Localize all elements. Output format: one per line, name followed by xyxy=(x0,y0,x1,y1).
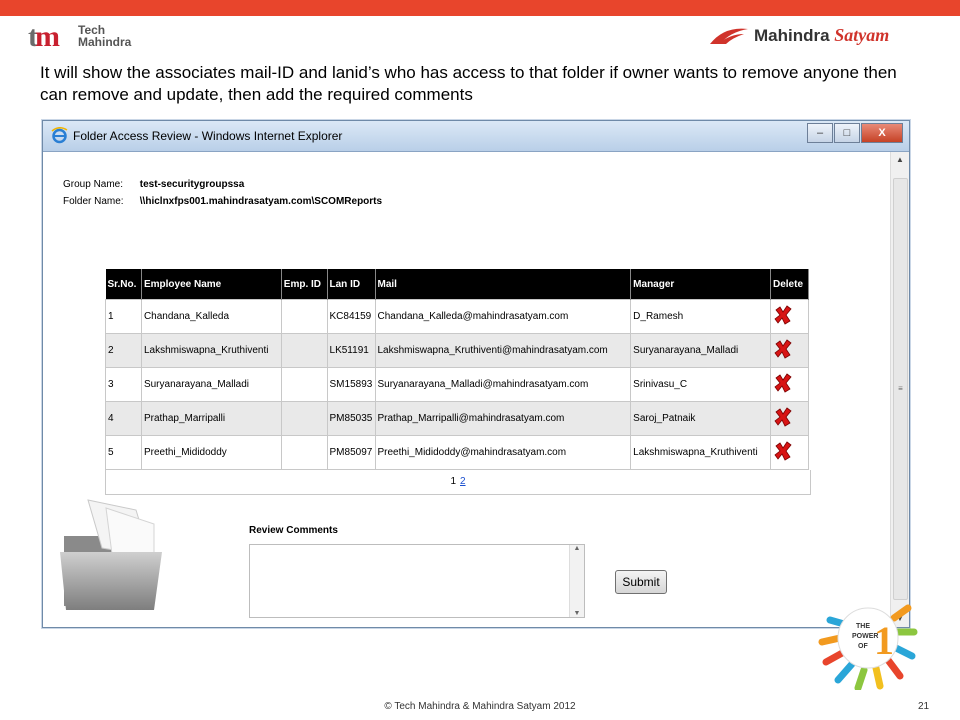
cell-employee-name: Lakshmiswapna_Kruthiventi xyxy=(141,334,281,368)
cell-manager: Suryanarayana_Malladi xyxy=(631,334,771,368)
open-folder-icon xyxy=(58,496,170,616)
window-title: Folder Access Review - Windows Internet Explorer xyxy=(73,129,343,143)
header-sr-no: Sr.No. xyxy=(106,269,142,300)
cell-delete xyxy=(771,402,809,436)
pager-current-page: 1 xyxy=(450,476,456,487)
header-delete: Delete xyxy=(771,269,809,300)
cell-delete xyxy=(771,436,809,470)
slide-footer: © Tech Mahindra & Mahindra Satyam 2012 xyxy=(384,701,576,712)
cell-mail: Lakshmiswapna_Kruthiventi@mahindrasatyam.com xyxy=(375,334,631,368)
scroll-up-icon[interactable]: ▲ xyxy=(896,155,904,164)
header-employee-name: Employee Name xyxy=(141,269,281,300)
tm-logo-text: Tech Mahindra xyxy=(78,23,132,49)
access-table xyxy=(105,269,809,470)
cell-sr-no: 4 xyxy=(106,402,142,436)
cell-lan-id: PM85035 xyxy=(327,402,375,436)
power-the-text: THE xyxy=(856,623,870,630)
cell-employee-name: Preethi_Mididoddy xyxy=(141,436,281,470)
delete-icon[interactable] xyxy=(773,339,793,359)
table-header-row xyxy=(106,269,809,300)
page-scrollbar[interactable] xyxy=(890,152,909,627)
window-controls xyxy=(806,123,903,143)
cell-emp-id xyxy=(281,334,327,368)
cell-lan-id: KC84159 xyxy=(327,300,375,334)
cell-employee-name: Suryanarayana_Malladi xyxy=(141,368,281,402)
scroll-down-icon[interactable]: ▼ xyxy=(896,614,904,623)
textarea-scrollbar[interactable] xyxy=(569,545,584,617)
cell-emp-id xyxy=(281,402,327,436)
cell-emp-id xyxy=(281,368,327,402)
mahindra-satyam-wordmark: Mahindra Satyam xyxy=(754,25,890,45)
top-accent-bar xyxy=(0,0,960,16)
cell-manager: Srinivasu_C xyxy=(631,368,771,402)
folder-name-value: \\hiclnxfps001.mahindrasatyam.com\SCOMReports xyxy=(139,196,383,207)
header-emp-id: Emp. ID xyxy=(281,269,327,300)
minimize-button[interactable]: – xyxy=(807,123,833,143)
cell-delete xyxy=(771,300,809,334)
delete-icon[interactable] xyxy=(773,373,793,393)
cell-mail: Chandana_Kalleda@mahindrasatyam.com xyxy=(375,300,631,334)
maximize-button[interactable]: □ xyxy=(834,123,860,143)
submit-button[interactable]: Submit xyxy=(615,570,667,594)
delete-icon[interactable] xyxy=(773,305,793,325)
textarea-scroll-up-icon[interactable]: ▲ xyxy=(573,545,581,552)
cell-lan-id: LK51191 xyxy=(327,334,375,368)
header-lan-id: Lan ID xyxy=(327,269,375,300)
table-row xyxy=(106,402,809,436)
power-of-one-logo xyxy=(812,582,920,690)
table-row xyxy=(106,300,809,334)
mahindra-satyam-logo xyxy=(708,24,938,50)
window-titlebar[interactable] xyxy=(43,121,909,152)
cell-lan-id: SM15893 xyxy=(327,368,375,402)
cell-emp-id xyxy=(281,436,327,470)
table-row xyxy=(106,334,809,368)
cell-delete xyxy=(771,368,809,402)
cell-delete xyxy=(771,334,809,368)
cell-manager: Lakshmiswapna_Kruthiventi xyxy=(631,436,771,470)
header-mail: Mail xyxy=(375,269,631,300)
internet-explorer-icon xyxy=(51,127,68,144)
power-of-text: OF xyxy=(858,643,868,650)
cell-sr-no: 3 xyxy=(106,368,142,402)
table-pager xyxy=(105,470,811,495)
folder-name-label: Folder Name: xyxy=(63,196,124,207)
header-manager: Manager xyxy=(631,269,771,300)
textarea-scroll-down-icon[interactable]: ▼ xyxy=(573,610,581,617)
cell-manager: D_Ramesh xyxy=(631,300,771,334)
table-row xyxy=(106,368,809,402)
group-name-label: Group Name: xyxy=(63,179,124,190)
cell-sr-no: 5 xyxy=(106,436,142,470)
page-number: 21 xyxy=(918,701,930,712)
cell-mail: Prathap_Marripalli@mahindrasatyam.com xyxy=(375,402,631,436)
tech-mahindra-logo xyxy=(28,22,158,54)
cell-employee-name: Prathap_Marripalli xyxy=(141,402,281,436)
power-one-text: 1 xyxy=(874,618,894,663)
cell-mail: Preethi_Mididoddy@mahindrasatyam.com xyxy=(375,436,631,470)
scroll-thumb[interactable]: ≡ xyxy=(893,178,908,600)
delete-icon[interactable] xyxy=(773,441,793,461)
cell-lan-id: PM85097 xyxy=(327,436,375,470)
folder-name-row xyxy=(63,196,382,207)
cell-sr-no: 1 xyxy=(106,300,142,334)
cell-manager: Saroj_Patnaik xyxy=(631,402,771,436)
group-name-row xyxy=(63,179,244,190)
cell-employee-name: Chandana_Kalleda xyxy=(141,300,281,334)
table-row xyxy=(106,436,809,470)
cell-sr-no: 2 xyxy=(106,334,142,368)
slide-description: It will show the associates mail-ID and lanid’s who has access to that folder if owner wants to remove anyone then can remove and update, then add the required comments xyxy=(40,63,897,104)
review-comments-label: Review Comments xyxy=(249,525,338,536)
browser-window xyxy=(42,120,910,628)
mahindra-swoosh-icon xyxy=(708,26,750,46)
delete-icon[interactable] xyxy=(773,407,793,427)
close-button[interactable]: X xyxy=(861,123,903,143)
group-name-value: test-securitygroupssa xyxy=(139,179,245,190)
review-comments-textarea[interactable] xyxy=(249,544,585,618)
pager-page-link[interactable]: 2 xyxy=(460,476,466,487)
cell-emp-id xyxy=(281,300,327,334)
power-power-text: POWER xyxy=(852,633,879,640)
tm-logo-mark: tm xyxy=(28,20,57,53)
cell-mail: Suryanarayana_Malladi@mahindrasatyam.com xyxy=(375,368,631,402)
